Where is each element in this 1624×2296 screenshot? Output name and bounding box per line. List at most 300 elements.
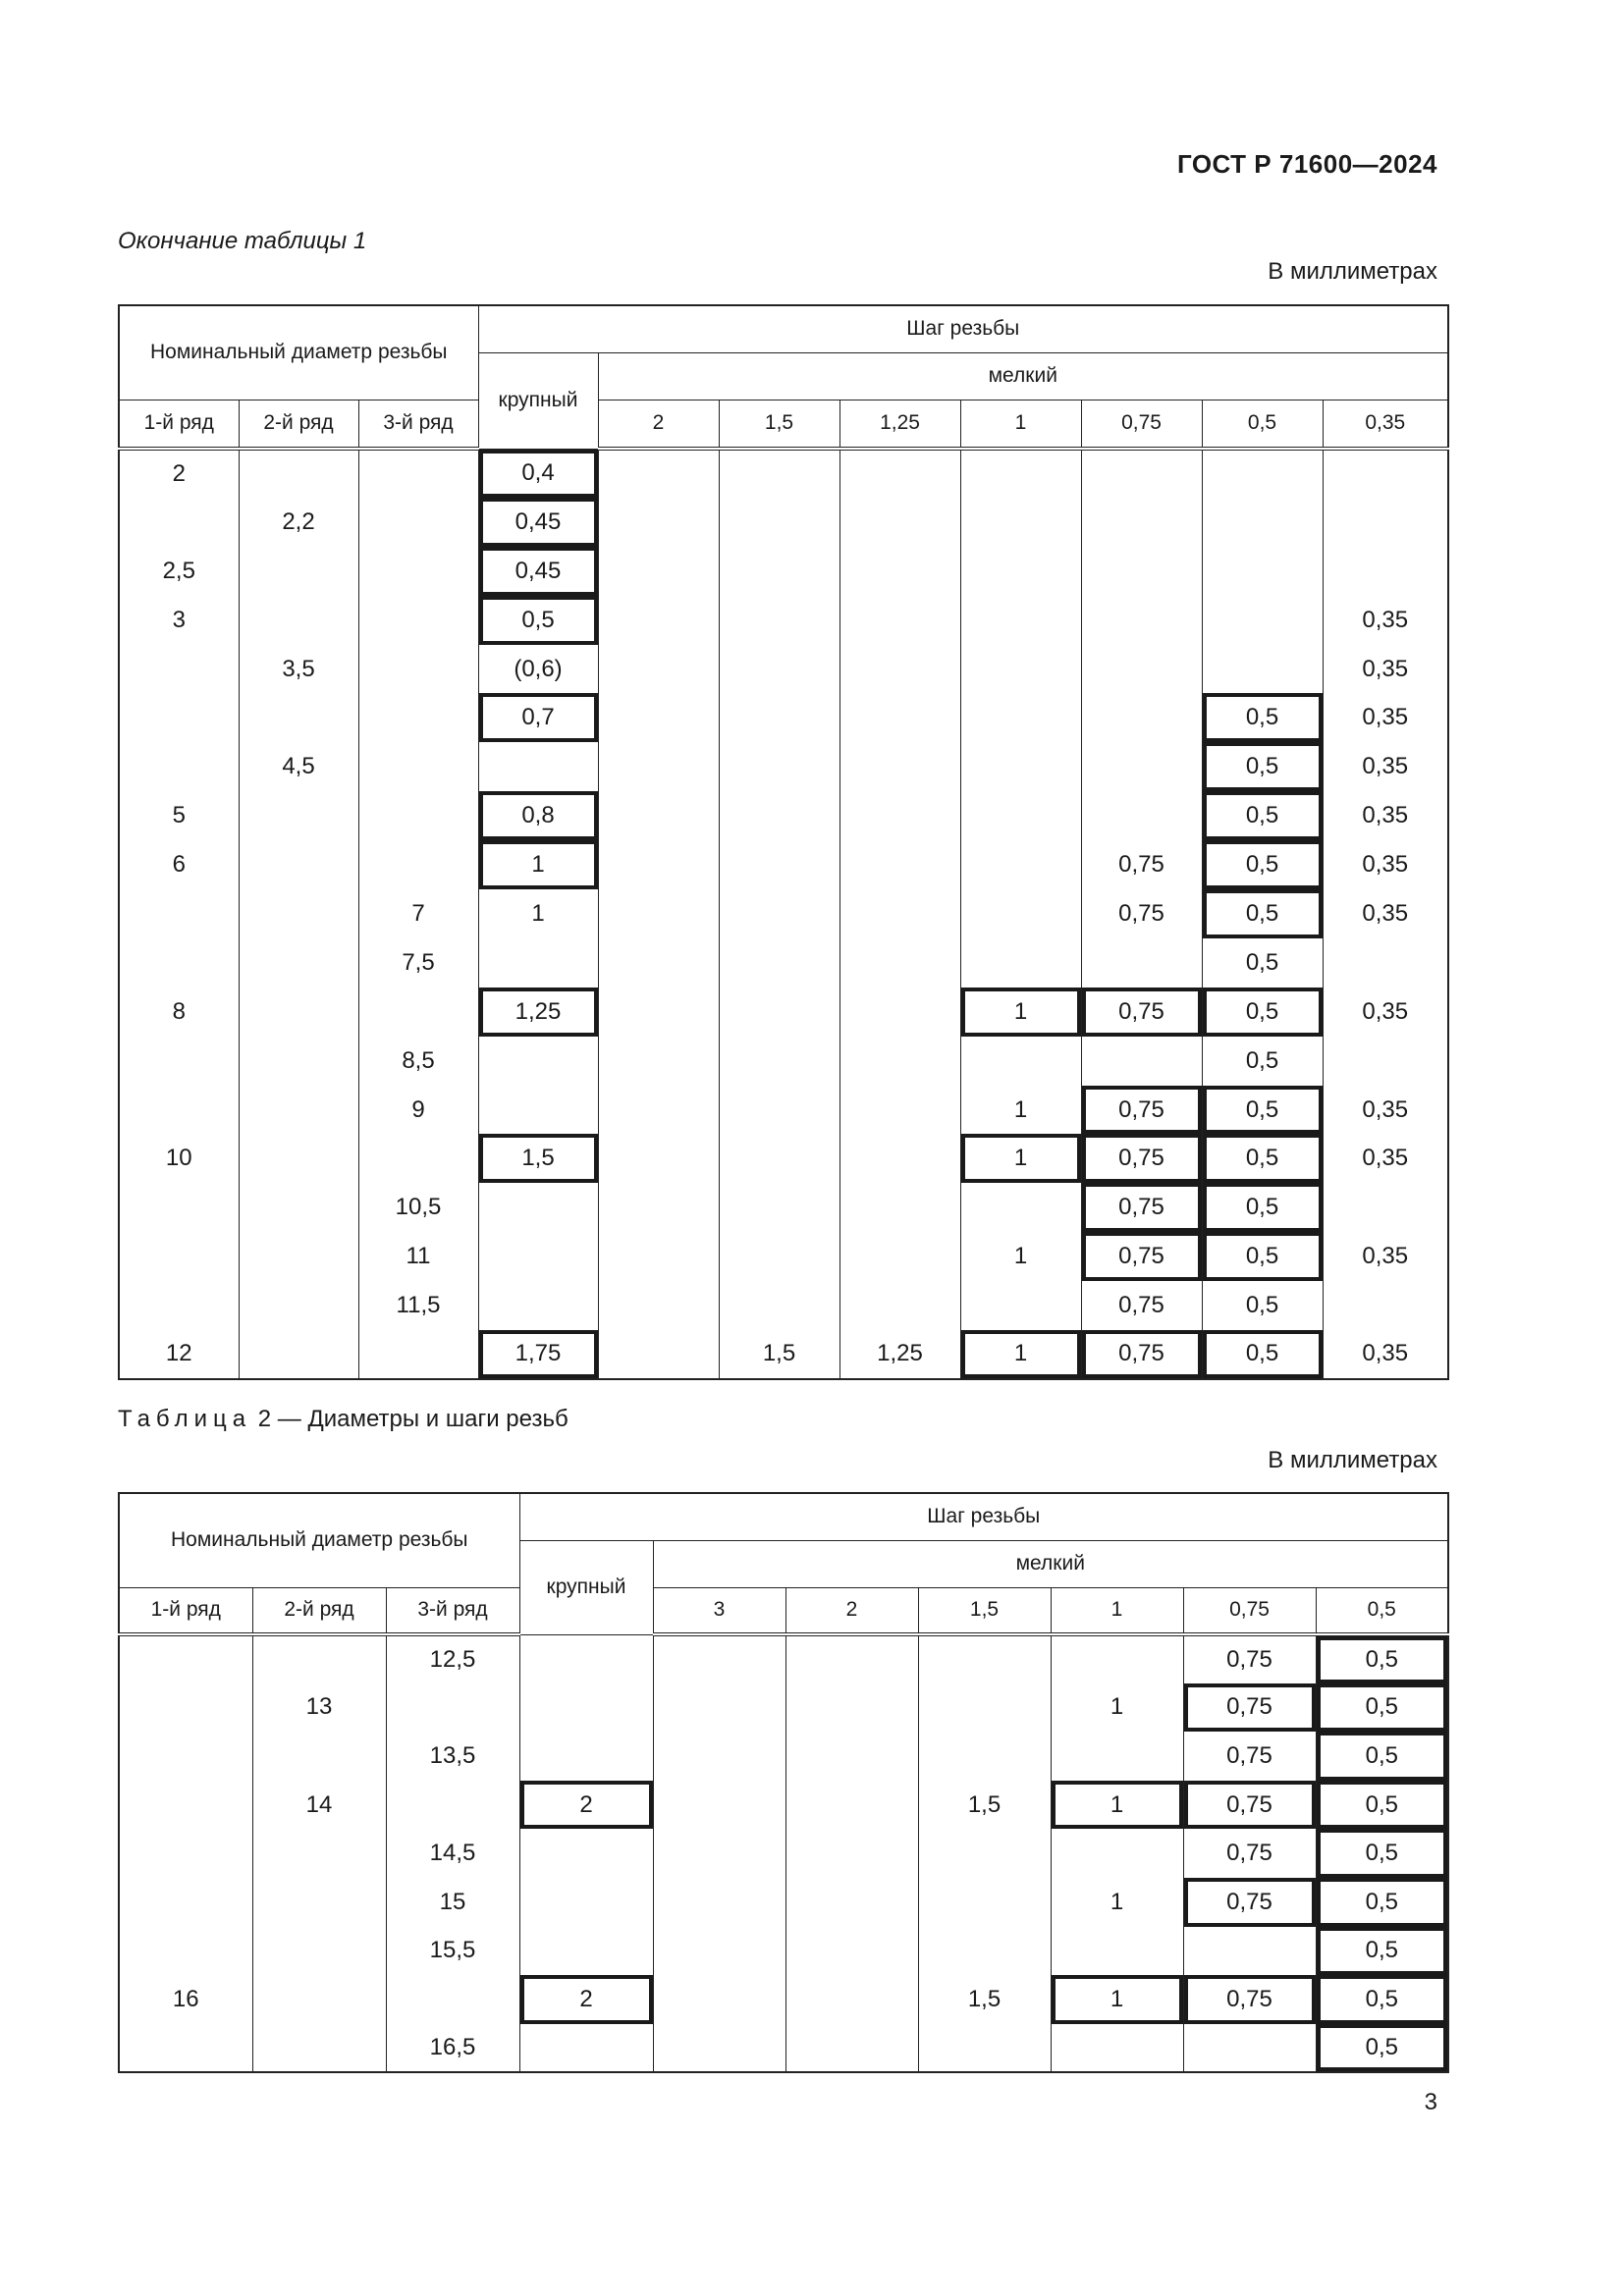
fine-pitch-cell: 1,5	[719, 1330, 839, 1379]
fine-pitch-cell	[839, 889, 960, 938]
fine-pitch-cell: 0,5	[1316, 1732, 1448, 1781]
diameter-row2-cell	[239, 449, 358, 498]
fine-pitch-cell: 1	[960, 1232, 1081, 1281]
coarse-pitch-cell	[478, 742, 598, 791]
fine-pitch-cell	[918, 2024, 1051, 2073]
fine-pitch-cell	[918, 1829, 1051, 1878]
fine-pitch-cell	[598, 988, 719, 1037]
table-row	[119, 498, 1448, 547]
fine-pitch-cell	[719, 1281, 839, 1330]
diameter-row1-cell	[119, 938, 239, 988]
diameter-row1-cell	[119, 693, 239, 742]
fine-pitch-cell	[598, 889, 719, 938]
diameter-row1-cell	[119, 742, 239, 791]
diameter-row2-cell	[239, 988, 358, 1037]
diameter-row1-cell	[119, 1634, 252, 1683]
document-code: ГОСТ Р 71600—2024	[1176, 149, 1437, 179]
fine-col-header: 0,75	[1081, 400, 1202, 449]
fine-pitch-cell: 0,5	[1202, 1183, 1323, 1232]
fine-pitch-cell	[1202, 449, 1323, 498]
fine-pitch-cell	[1051, 1829, 1183, 1878]
fine-col-header: 1	[960, 400, 1081, 449]
fine-pitch-cell	[1051, 1634, 1183, 1683]
fine-pitch-cell	[839, 449, 960, 498]
fine-pitch-cell	[839, 1134, 960, 1183]
fine-col-header: 2	[785, 1587, 918, 1634]
table-row	[119, 791, 1448, 840]
coarse-pitch-cell: 2	[519, 1781, 653, 1830]
diameter-row1-cell	[119, 1781, 252, 1830]
coarse-pitch-cell	[519, 1829, 653, 1878]
diameter-row1-cell: 16	[119, 1975, 252, 2024]
table2-title	[118, 1406, 568, 1433]
fine-pitch-cell: 1,25	[839, 1330, 960, 1379]
coarse-header: крупный	[478, 352, 598, 449]
table2-header	[119, 1493, 1448, 1634]
table-row	[119, 1829, 1448, 1878]
fine-pitch-cell	[719, 596, 839, 645]
table-row	[119, 938, 1448, 988]
fine-pitch-cell	[719, 1232, 839, 1281]
fine-pitch-cell	[839, 547, 960, 596]
diameter-row3-cell: 11	[358, 1232, 478, 1281]
fine-pitch-cell: 0,5	[1202, 1134, 1323, 1183]
fine-pitch-cell: 0,35	[1323, 791, 1448, 840]
table-row	[119, 1330, 1448, 1379]
fine-pitch-cell: 0,75	[1081, 889, 1202, 938]
fine-pitch-cell	[839, 840, 960, 889]
diameter-row1-cell	[119, 1732, 252, 1781]
fine-pitch-cell	[839, 498, 960, 547]
diameter-row3-cell	[358, 1134, 478, 1183]
fine-pitch-cell	[1051, 2024, 1183, 2073]
fine-pitch-cell	[1323, 938, 1448, 988]
diameter-row1-cell: 8	[119, 988, 239, 1037]
fine-pitch-cell	[653, 1829, 785, 1878]
table-row	[119, 742, 1448, 791]
fine-pitch-cell: 0,35	[1323, 742, 1448, 791]
fine-pitch-cell: 0,5	[1202, 1281, 1323, 1330]
diameter-row3-cell	[358, 742, 478, 791]
fine-pitch-cell	[1202, 498, 1323, 547]
fine-pitch-cell	[1081, 791, 1202, 840]
coarse-pitch-cell	[478, 1037, 598, 1086]
coarse-pitch-cell: 1,5	[478, 1134, 598, 1183]
fine-pitch-cell	[719, 840, 839, 889]
fine-pitch-cell	[598, 449, 719, 498]
pitch-header: Шаг резьбы	[478, 305, 1448, 352]
fine-pitch-cell: 0,35	[1323, 1134, 1448, 1183]
diameter-row2-cell	[252, 1927, 386, 1976]
fine-pitch-cell: 0,5	[1316, 1829, 1448, 1878]
fine-pitch-cell: 0,35	[1323, 840, 1448, 889]
page-number: 3	[1424, 2089, 1437, 2115]
fine-pitch-cell	[785, 1634, 918, 1683]
row2-header: 2-й ряд	[252, 1587, 386, 1634]
diameter-row2-cell: 13	[252, 1683, 386, 1733]
diameter-row2-cell	[239, 1086, 358, 1135]
fine-pitch-cell	[1081, 596, 1202, 645]
diameter-row3-cell: 12,5	[386, 1634, 519, 1683]
fine-pitch-cell	[1081, 1037, 1202, 1086]
fine-pitch-cell	[719, 889, 839, 938]
fine-pitch-cell	[598, 742, 719, 791]
coarse-pitch-cell: 0,4	[478, 449, 598, 498]
diameter-row3-cell	[386, 1975, 519, 2024]
table-row	[119, 1232, 1448, 1281]
fine-pitch-cell: 0,5	[1202, 742, 1323, 791]
fine-pitch-cell	[1051, 1927, 1183, 1976]
diameter-row3-cell: 7	[358, 889, 478, 938]
fine-pitch-cell	[1323, 547, 1448, 596]
fine-pitch-cell	[960, 1281, 1081, 1330]
fine-pitch-cell: 0,5	[1316, 1781, 1448, 1830]
fine-pitch-cell: 0,75	[1081, 1183, 1202, 1232]
fine-pitch-cell	[1202, 596, 1323, 645]
fine-pitch-cell	[785, 1683, 918, 1733]
table-row	[119, 1927, 1448, 1976]
coarse-pitch-cell	[478, 1183, 598, 1232]
fine-col-header: 0,35	[1323, 400, 1448, 449]
row2-header: 2-й ряд	[239, 400, 358, 449]
diameter-row2-cell: 4,5	[239, 742, 358, 791]
coarse-pitch-cell: 0,5	[478, 596, 598, 645]
fine-pitch-cell	[918, 1683, 1051, 1733]
diameter-row1-cell	[119, 498, 239, 547]
diameter-row1-cell	[119, 1927, 252, 1976]
fine-pitch-cell	[960, 791, 1081, 840]
fine-pitch-cell	[1183, 1927, 1316, 1976]
fine-pitch-cell	[839, 988, 960, 1037]
fine-pitch-cell	[960, 596, 1081, 645]
coarse-pitch-cell: 1,75	[478, 1330, 598, 1379]
fine-pitch-cell	[598, 1281, 719, 1330]
fine-pitch-cell	[918, 1927, 1051, 1976]
table1-header	[119, 305, 1448, 449]
diameter-row3-cell	[358, 693, 478, 742]
diameter-row2-cell	[252, 1829, 386, 1878]
diameter-row3-cell: 10,5	[358, 1183, 478, 1232]
diameter-row2-cell	[239, 693, 358, 742]
diameter-row3-cell: 7,5	[358, 938, 478, 988]
fine-pitch-cell: 0,35	[1323, 693, 1448, 742]
fine-pitch-cell	[839, 742, 960, 791]
fine-pitch-cell	[653, 1878, 785, 1927]
fine-pitch-cell	[719, 742, 839, 791]
diameter-row1-cell: 12	[119, 1330, 239, 1379]
table-row	[119, 1781, 1448, 1830]
fine-pitch-cell	[653, 1683, 785, 1733]
fine-pitch-cell	[839, 1232, 960, 1281]
fine-pitch-cell	[785, 1829, 918, 1878]
fine-col-header: 1,5	[719, 400, 839, 449]
table-row	[119, 988, 1448, 1037]
coarse-pitch-cell	[519, 1634, 653, 1683]
fine-pitch-cell: 0,75	[1183, 1683, 1316, 1733]
fine-pitch-cell: 0,5	[1316, 1634, 1448, 1683]
fine-pitch-cell: 0,35	[1323, 1086, 1448, 1135]
diameter-row3-cell	[386, 1781, 519, 1830]
fine-pitch-cell: 1	[960, 1086, 1081, 1135]
diameter-row2-cell	[239, 938, 358, 988]
diameter-row1-cell: 5	[119, 791, 239, 840]
fine-pitch-cell	[839, 693, 960, 742]
fine-col-header: 0,5	[1316, 1587, 1448, 1634]
table-row	[119, 1281, 1448, 1330]
coarse-pitch-cell: 0,45	[478, 498, 598, 547]
diameter-row3-cell	[358, 547, 478, 596]
fine-pitch-cell	[1081, 449, 1202, 498]
diameter-row3-cell	[358, 791, 478, 840]
fine-pitch-cell	[719, 791, 839, 840]
fine-pitch-cell: 0,75	[1081, 1281, 1202, 1330]
fine-pitch-cell	[960, 547, 1081, 596]
fine-pitch-cell: 1	[960, 1330, 1081, 1379]
fine-pitch-cell: 0,75	[1081, 840, 1202, 889]
row1-header: 1-й ряд	[119, 400, 239, 449]
diameter-row1-cell	[119, 1037, 239, 1086]
coarse-pitch-cell: 2	[519, 1975, 653, 2024]
fine-pitch-cell	[719, 693, 839, 742]
fine-pitch-cell: 0,75	[1081, 988, 1202, 1037]
fine-pitch-cell: 0,5	[1202, 1037, 1323, 1086]
fine-pitch-cell	[839, 645, 960, 694]
diameter-row2-cell: 3,5	[239, 645, 358, 694]
coarse-pitch-cell: 1	[478, 889, 598, 938]
fine-pitch-cell	[1081, 547, 1202, 596]
fine-pitch-cell	[653, 1975, 785, 2024]
fine-pitch-cell	[598, 791, 719, 840]
table1-continuation-caption: Окончание таблицы 1	[118, 228, 367, 254]
diameter-row1-cell: 3	[119, 596, 239, 645]
fine-pitch-cell	[1081, 645, 1202, 694]
row3-header: 3-й ряд	[386, 1587, 519, 1634]
table2	[118, 1492, 1449, 2073]
fine-pitch-cell	[1081, 742, 1202, 791]
fine-pitch-cell	[960, 693, 1081, 742]
diameter-row3-cell	[358, 498, 478, 547]
fine-pitch-cell	[598, 938, 719, 988]
nominal-diameter-header: Номинальный диаметр резьбы	[119, 305, 478, 400]
diameter-row3-cell: 14,5	[386, 1829, 519, 1878]
fine-pitch-cell: 1	[960, 988, 1081, 1037]
fine-col-header: 0,75	[1183, 1587, 1316, 1634]
fine-pitch-cell	[719, 1086, 839, 1135]
fine-pitch-cell: 0,5	[1316, 1975, 1448, 2024]
fine-pitch-cell	[918, 1634, 1051, 1683]
diameter-row3-cell: 11,5	[358, 1281, 478, 1330]
fine-pitch-cell	[960, 889, 1081, 938]
table1-units: В миллиметрах	[1268, 258, 1437, 285]
diameter-row2-cell: 14	[252, 1781, 386, 1830]
fine-pitch-cell	[960, 645, 1081, 694]
fine-pitch-cell: 0,75	[1081, 1134, 1202, 1183]
coarse-pitch-cell	[519, 1732, 653, 1781]
fine-pitch-cell: 0,5	[1202, 840, 1323, 889]
fine-pitch-cell	[839, 1183, 960, 1232]
fine-pitch-cell: 0,35	[1323, 1330, 1448, 1379]
diameter-row2-cell	[252, 1732, 386, 1781]
diameter-row2-cell	[252, 2024, 386, 2073]
diameter-row3-cell	[358, 1330, 478, 1379]
diameter-row1-cell	[119, 1878, 252, 1927]
table-row	[119, 449, 1448, 498]
fine-pitch-cell	[653, 2024, 785, 2073]
fine-pitch-cell	[1183, 2024, 1316, 2073]
fine-col-header: 1,25	[839, 400, 960, 449]
fine-pitch-cell: 1	[1051, 1975, 1183, 2024]
diameter-row3-cell	[358, 840, 478, 889]
coarse-pitch-cell: 0,45	[478, 547, 598, 596]
fine-pitch-cell	[1202, 645, 1323, 694]
table-row	[119, 1975, 1448, 2024]
table-row	[119, 596, 1448, 645]
table2-title-text: 2 — Диаметры и шаги резьб	[257, 1406, 568, 1432]
fine-pitch-cell: 0,75	[1081, 1086, 1202, 1135]
diameter-row2-cell	[239, 791, 358, 840]
fine-pitch-cell	[960, 1183, 1081, 1232]
fine-pitch-cell: 0,5	[1316, 1927, 1448, 1976]
diameter-row3-cell: 13,5	[386, 1732, 519, 1781]
diameter-row2-cell	[239, 1183, 358, 1232]
fine-pitch-cell	[598, 498, 719, 547]
fine-pitch-cell	[719, 938, 839, 988]
table2-units: В миллиметрах	[1268, 1447, 1437, 1473]
fine-pitch-cell	[1323, 449, 1448, 498]
row3-header: 3-й ряд	[358, 400, 478, 449]
diameter-row1-cell	[119, 889, 239, 938]
fine-pitch-cell	[598, 1330, 719, 1379]
diameter-row3-cell	[386, 1683, 519, 1733]
fine-pitch-cell	[960, 498, 1081, 547]
diameter-row2-cell	[239, 596, 358, 645]
coarse-pitch-cell: (0,6)	[478, 645, 598, 694]
diameter-row1-cell: 10	[119, 1134, 239, 1183]
table1-body	[119, 449, 1448, 1379]
fine-pitch-cell	[839, 596, 960, 645]
fine-pitch-cell: 0,35	[1323, 889, 1448, 938]
fine-pitch-cell	[960, 449, 1081, 498]
fine-pitch-cell: 0,5	[1316, 1878, 1448, 1927]
fine-pitch-cell	[719, 547, 839, 596]
table-row	[119, 1683, 1448, 1733]
table-row	[119, 1183, 1448, 1232]
diameter-row1-cell: 6	[119, 840, 239, 889]
diameter-row2-cell	[252, 1975, 386, 2024]
fine-pitch-cell	[1081, 693, 1202, 742]
fine-pitch-cell	[1323, 498, 1448, 547]
fine-pitch-cell	[785, 2024, 918, 2073]
diameter-row2-cell	[239, 1232, 358, 1281]
fine-pitch-cell: 0,75	[1183, 1634, 1316, 1683]
fine-pitch-cell: 1	[960, 1134, 1081, 1183]
fine-pitch-cell	[785, 1781, 918, 1830]
diameter-row3-cell: 9	[358, 1086, 478, 1135]
coarse-pitch-cell: 0,8	[478, 791, 598, 840]
table-row	[119, 645, 1448, 694]
fine-pitch-cell: 0,75	[1081, 1232, 1202, 1281]
fine-pitch-cell	[598, 547, 719, 596]
fine-pitch-cell	[918, 1732, 1051, 1781]
diameter-row1-cell: 2,5	[119, 547, 239, 596]
fine-pitch-cell	[598, 1037, 719, 1086]
coarse-pitch-cell	[519, 1683, 653, 1733]
pitch-header: Шаг резьбы	[519, 1493, 1448, 1540]
fine-col-header: 0,5	[1202, 400, 1323, 449]
fine-pitch-cell: 0,5	[1202, 1232, 1323, 1281]
fine-header: мелкий	[598, 352, 1448, 400]
fine-pitch-cell	[1323, 1183, 1448, 1232]
fine-pitch-cell: 0,75	[1183, 1878, 1316, 1927]
coarse-pitch-cell: 1	[478, 840, 598, 889]
fine-pitch-cell	[960, 742, 1081, 791]
fine-pitch-cell: 0,5	[1202, 791, 1323, 840]
fine-pitch-cell	[1323, 1037, 1448, 1086]
fine-pitch-cell: 0,5	[1316, 1683, 1448, 1733]
fine-header: мелкий	[653, 1540, 1448, 1587]
table-row	[119, 840, 1448, 889]
fine-pitch-cell	[960, 840, 1081, 889]
fine-pitch-cell	[719, 449, 839, 498]
fine-pitch-cell	[598, 596, 719, 645]
fine-pitch-cell: 0,75	[1081, 1330, 1202, 1379]
fine-pitch-cell: 0,75	[1183, 1732, 1316, 1781]
diameter-row2-cell	[239, 547, 358, 596]
diameter-row3-cell	[358, 645, 478, 694]
table-row	[119, 1086, 1448, 1135]
diameter-row3-cell: 16,5	[386, 2024, 519, 2073]
fine-pitch-cell	[960, 1037, 1081, 1086]
coarse-pitch-cell	[478, 1232, 598, 1281]
row1-header: 1-й ряд	[119, 1587, 252, 1634]
fine-pitch-cell: 0,35	[1323, 645, 1448, 694]
fine-pitch-cell	[598, 1134, 719, 1183]
fine-pitch-cell: 0,5	[1202, 988, 1323, 1037]
fine-pitch-cell	[598, 1183, 719, 1232]
fine-pitch-cell	[1081, 938, 1202, 988]
fine-pitch-cell: 0,5	[1202, 889, 1323, 938]
fine-pitch-cell	[1323, 1281, 1448, 1330]
fine-pitch-cell	[598, 645, 719, 694]
diameter-row1-cell: 2	[119, 449, 239, 498]
fine-pitch-cell	[839, 938, 960, 988]
diameter-row3-cell: 15,5	[386, 1927, 519, 1976]
coarse-pitch-cell	[519, 2024, 653, 2073]
fine-pitch-cell	[960, 938, 1081, 988]
diameter-row2-cell	[239, 1037, 358, 1086]
nominal-diameter-header: Номинальный диаметр резьбы	[119, 1493, 519, 1587]
table1	[118, 304, 1449, 1380]
fine-pitch-cell	[719, 988, 839, 1037]
fine-pitch-cell	[598, 693, 719, 742]
fine-pitch-cell: 0,75	[1183, 1975, 1316, 2024]
fine-pitch-cell	[839, 791, 960, 840]
table-row	[119, 1878, 1448, 1927]
fine-pitch-cell: 0,5	[1316, 2024, 1448, 2073]
fine-col-header: 1,5	[918, 1587, 1051, 1634]
fine-pitch-cell	[839, 1086, 960, 1135]
fine-pitch-cell	[598, 1086, 719, 1135]
coarse-pitch-cell: 1,25	[478, 988, 598, 1037]
diameter-row2-cell: 2,2	[239, 498, 358, 547]
fine-pitch-cell	[785, 1927, 918, 1976]
fine-pitch-cell	[839, 1037, 960, 1086]
table-row	[119, 2024, 1448, 2073]
diameter-row1-cell	[119, 2024, 252, 2073]
coarse-pitch-cell	[478, 1086, 598, 1135]
fine-pitch-cell: 1,5	[918, 1781, 1051, 1830]
diameter-row3-cell: 15	[386, 1878, 519, 1927]
